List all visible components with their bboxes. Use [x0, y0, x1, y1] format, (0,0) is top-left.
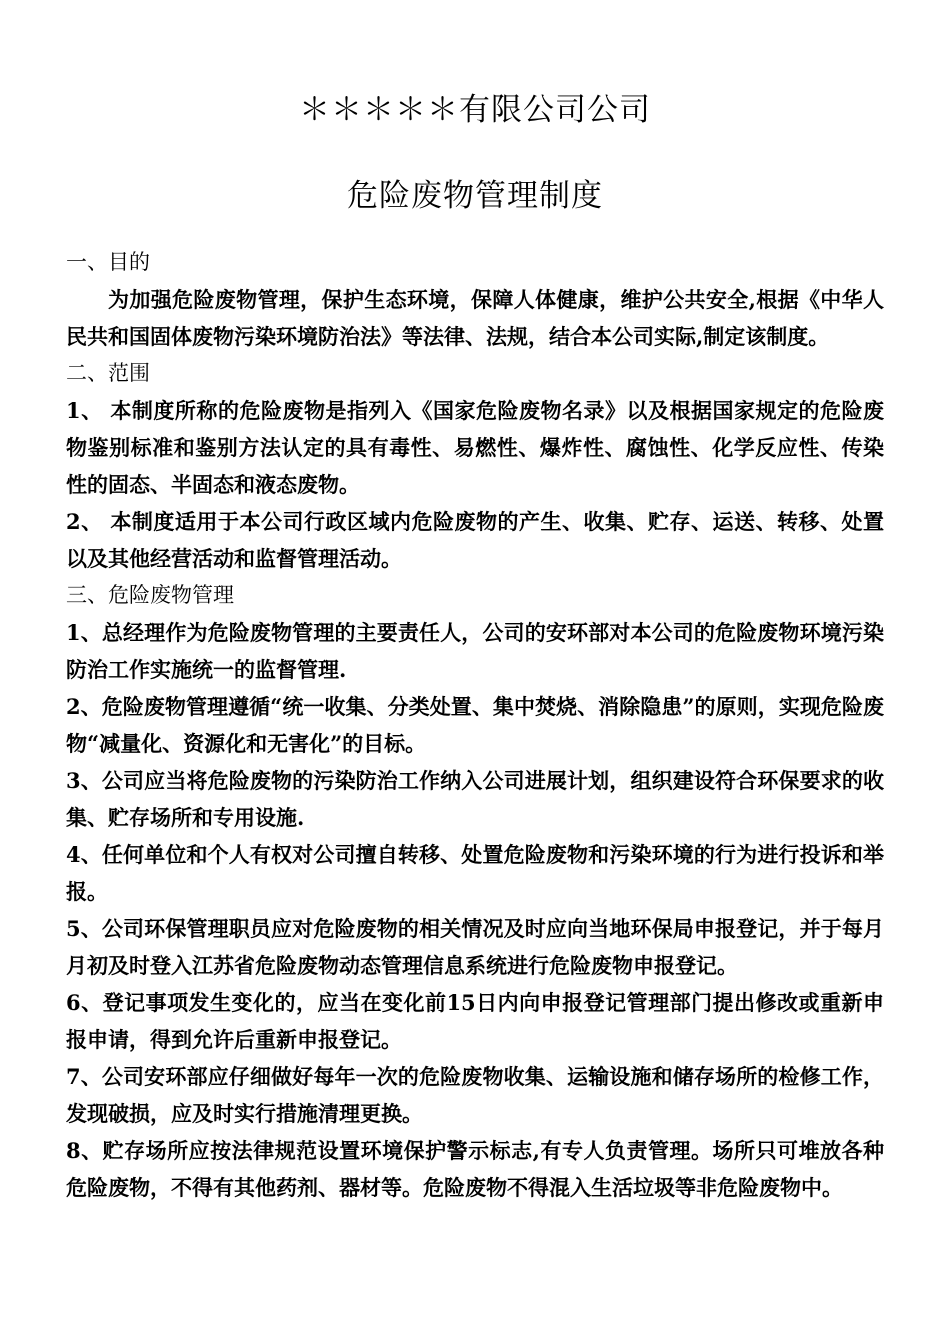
management-item-2: 2、危险废物管理遵循“统一收集、分类处置、集中焚烧、消除隐患”的原则，实现危险废物“减量化、资源化和无害化”的目标。: [66, 694, 884, 756]
management-item-7: 7、公司安环部应仔细做好每年一次的危险废物收集、运输设施和储存场所的检修工作，发现破损，应及时实行措施清理更换。: [66, 1064, 884, 1126]
scope-item-1: 1、 本制度所称的危险废物是指列入《国家危险废物名录》以及根据国家规定的危险废物鉴别标准和鉴别方法认定的具有毒性、易燃性、爆炸性、腐蚀性、化学反应性、传染性的固态、半固态和液态废物。: [66, 398, 884, 497]
management-item-5: 5、公司环保管理职员应对危险废物的相关情况及时应向当地环保局申报登记，并于每月月初及时登入江苏省危险废物动态管理信息系统进行危险废物申报登记。: [66, 916, 884, 978]
section-heading-management: 三、危险废物管理: [66, 583, 234, 607]
management-item-4: 4、任何单位和个人有权对公司擅自转移、处置危险废物和污染环境的行为进行投诉和举报。: [66, 842, 884, 904]
document-body: [66, 244, 884, 1206]
section-heading-purpose: 一、目的: [66, 250, 150, 274]
management-item-1: 1、总经理作为危险废物管理的主要责任人，公司的安环部对本公司的危险废物环境污染防治工作实施统一的监督管理.: [66, 620, 884, 682]
section-heading-scope: 二、范围: [66, 361, 150, 385]
company-name: ＊＊＊＊＊有限公司公司: [299, 92, 651, 128]
management-item-8: 8、贮存场所应按法律规范设置环境保护警示标志,有专人负责管理。场所只可堆放各种危险废物，不得有其他药剂、器材等。危险废物不得混入生活垃圾等非危险废物中。: [66, 1138, 884, 1200]
purpose-paragraph: 为加强危险废物管理，保护生态环境，保障人体健康，维护公共安全,根据《中华人民共和国固体废物污染环境防治法》等法律、法规，结合本公司实际,制定该制度。: [66, 287, 884, 349]
scope-item-2: 2、 本制度适用于本公司行政区域内危险废物的产生、收集、贮存、运送、转移、处置以及其他经营活动和监督管理活动。: [66, 509, 884, 571]
management-item-3: 3、公司应当将危险废物的污染防治工作纳入公司进展计划，组织建设符合环保要求的收集、贮存场所和专用设施.: [66, 768, 884, 830]
management-item-6: 6、登记事项发生变化的，应当在变化前15日内向申报登记管理部门提出修改或重新申报申请，得到允许后重新申报登记。: [66, 990, 884, 1052]
document-title: 危险废物管理制度: [347, 178, 603, 214]
